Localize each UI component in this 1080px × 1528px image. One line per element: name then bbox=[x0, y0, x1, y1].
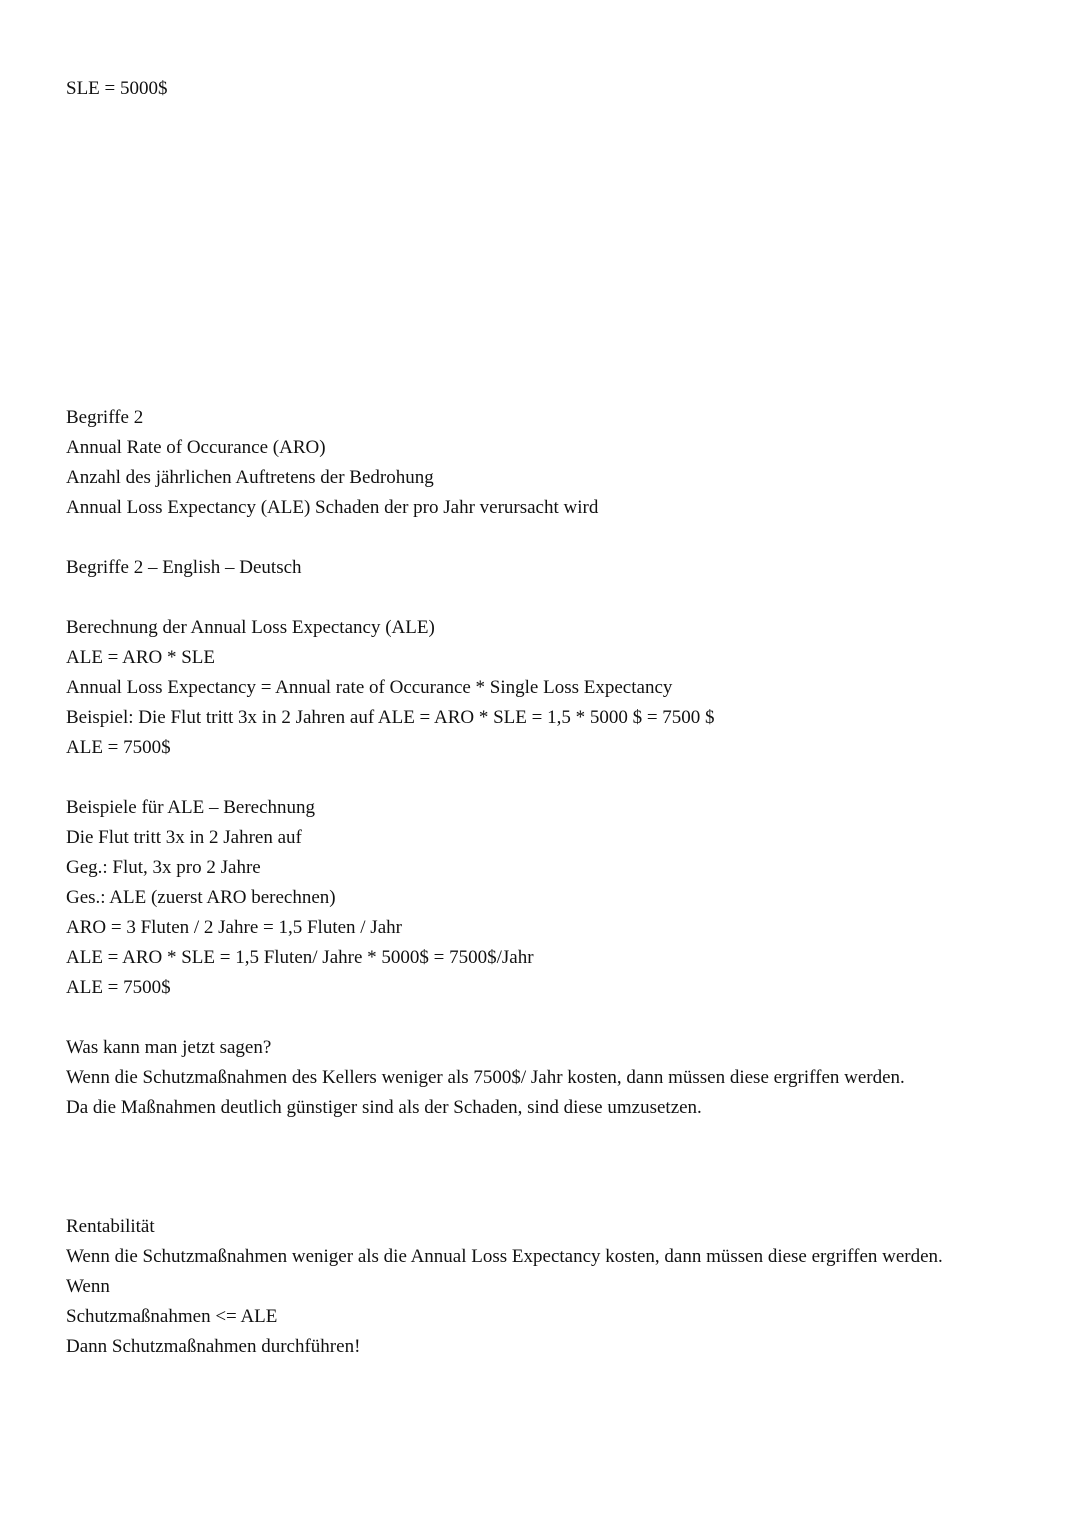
section-heading-ale-examples: Beispiele für ALE – Berechnung bbox=[66, 797, 316, 818]
ale-final-result-line: ALE = 7500$ bbox=[66, 977, 171, 998]
section-heading-ale-calculation: Berechnung der Annual Loss Expectancy (ALE) bbox=[66, 617, 435, 638]
rentability-rule-line: Wenn die Schutzmaßnahmen weniger als die Annual Loss Expectancy kosten, dann müssen diese ergriffen werden. bbox=[66, 1246, 943, 1267]
section-heading-begriffe-2: Begriffe 2 bbox=[66, 407, 144, 428]
example-line: Beispiel: Die Flut tritt 3x in 2 Jahren auf ALE = ARO * SLE = 1,5 * 5000 $ = 7500 $ bbox=[66, 707, 715, 728]
example-statement-line: Die Flut tritt 3x in 2 Jahren auf bbox=[66, 827, 302, 848]
rule-if-line: Wenn bbox=[66, 1276, 110, 1297]
section-heading-rentabilitaet: Rentabilität bbox=[66, 1216, 155, 1237]
ale-formula-expanded-line: Annual Loss Expectancy = Annual rate of Occurance * Single Loss Expectancy bbox=[66, 677, 673, 698]
conclusion-line-1: Wenn die Schutzmaßnahmen des Kellers weniger als 7500$/ Jahr kosten, dann müssen diese ergriffen werden. bbox=[66, 1067, 905, 1088]
given-line: Geg.: Flut, 3x pro 2 Jahre bbox=[66, 857, 261, 878]
question-line: Was kann man jetzt sagen? bbox=[66, 1037, 272, 1058]
wanted-line: Ges.: ALE (zuerst ARO berechnen) bbox=[66, 887, 336, 908]
sle-value-line: SLE = 5000$ bbox=[66, 78, 168, 99]
conclusion-line-2: Da die Maßnahmen deutlich günstiger sind als der Schaden, sind diese umzusetzen. bbox=[66, 1097, 702, 1118]
aro-definition-line: Anzahl des jährlichen Auftretens der Bedrohung bbox=[66, 467, 434, 488]
ale-result-line: ALE = 7500$ bbox=[66, 737, 171, 758]
rule-condition-line: Schutzmaßnahmen <= ALE bbox=[66, 1306, 278, 1327]
aro-term-line: Annual Rate of Occurance (ARO) bbox=[66, 437, 326, 458]
ale-term-definition-line: Annual Loss Expectancy (ALE) Schaden der pro Jahr verursacht wird bbox=[66, 497, 599, 518]
rule-then-line: Dann Schutzmaßnahmen durchführen! bbox=[66, 1336, 361, 1357]
ale-calculation-line: ALE = ARO * SLE = 1,5 Fluten/ Jahre * 5000$ = 7500$/Jahr bbox=[66, 947, 534, 968]
aro-calculation-line: ARO = 3 Fluten / 2 Jahre = 1,5 Fluten / Jahr bbox=[66, 917, 402, 938]
ale-formula-line: ALE = ARO * SLE bbox=[66, 647, 215, 668]
section-heading-english-deutsch: Begriffe 2 – English – Deutsch bbox=[66, 557, 302, 578]
